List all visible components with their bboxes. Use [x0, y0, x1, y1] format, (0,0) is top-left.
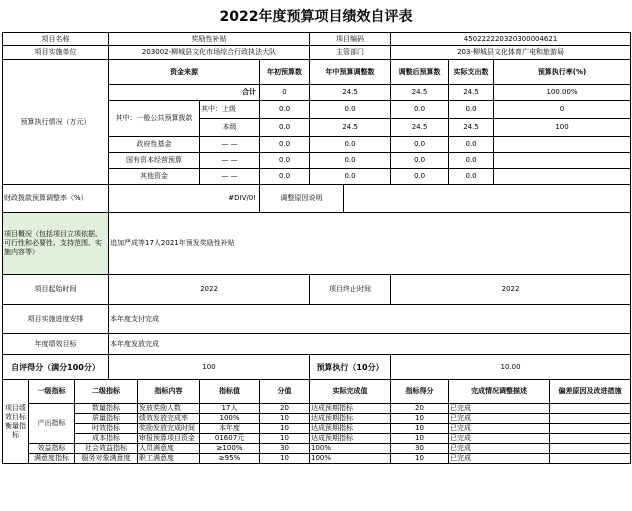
other-rate	[494, 169, 631, 185]
project-name-label: 项目名称	[3, 33, 109, 46]
benefit-indicator-label: 效益指标	[29, 444, 75, 454]
budget-header-initial: 年初预算数	[260, 60, 310, 85]
indicator-l2: 服务对象满意度	[75, 454, 138, 464]
annual-goal-value: 本年度发放完成	[109, 334, 631, 355]
indicator-header-l2: 二级指标	[75, 380, 138, 404]
indicator-actual: 达成预期指标	[310, 414, 391, 424]
indicator-points: 10	[260, 424, 310, 434]
overview-row	[3, 213, 631, 275]
local-actual: 24.5	[449, 119, 494, 137]
upper-actual: 0.0	[449, 101, 494, 119]
indicator-row	[3, 454, 631, 464]
gov-fund-dash: — —	[200, 137, 260, 153]
exec-score-label: 预算执行（10分）	[310, 355, 391, 380]
indicator-content: 奖励发放完成时间	[138, 424, 200, 434]
start-time-label: 项目起始时间	[3, 275, 109, 305]
indicator-score: 20	[391, 404, 449, 414]
indicator-value: 01607元	[200, 434, 260, 444]
project-code-label: 项目编码	[310, 33, 391, 46]
local-mid-adjust: 24.5	[310, 119, 391, 137]
indicator-reason	[550, 454, 631, 464]
budget-header-source: 资金来源	[109, 60, 260, 85]
upper-initial: 0.0	[260, 101, 310, 119]
gov-fund-adjusted: 0.0	[391, 137, 449, 153]
indicator-value: ≥95%	[200, 454, 260, 464]
dept-label: 主管部门	[310, 46, 391, 60]
indicator-row	[3, 434, 631, 444]
upper-adjusted: 0.0	[391, 101, 449, 119]
indicator-actual: 100%	[310, 454, 391, 464]
local-adjusted: 24.5	[391, 119, 449, 137]
general-budget-label: 其中：一般公共预算拨款	[109, 101, 200, 137]
local-rate: 100	[494, 119, 631, 137]
indicator-status: 已完成	[449, 454, 550, 464]
gov-fund-rate	[494, 137, 631, 153]
adjust-row	[3, 185, 631, 213]
indicator-reason	[550, 434, 631, 444]
local-initial: 0.0	[260, 119, 310, 137]
unit-value: 203002-柳城县文化市场综合行政执法大队	[109, 46, 310, 60]
progress-label: 项目实施进度安排	[3, 305, 109, 334]
other-adjusted: 0.0	[391, 169, 449, 185]
output-indicator-label: 产出指标	[29, 404, 75, 444]
indicator-header-actual: 实际完成值	[310, 380, 391, 404]
progress-row	[3, 305, 631, 334]
exec-score-value: 10.00	[391, 355, 631, 380]
other-initial: 0.0	[260, 169, 310, 185]
self-score-value: 100	[109, 355, 310, 380]
indicator-points: 10	[260, 454, 310, 464]
state-capital-mid-adjust: 0.0	[310, 153, 391, 169]
indicator-header-content: 指标内容	[138, 380, 200, 404]
indicator-value: 100%	[200, 414, 260, 424]
state-capital-adjusted: 0.0	[391, 153, 449, 169]
indicator-status: 已完成	[449, 404, 550, 414]
dates-row	[3, 275, 631, 305]
self-score-label: 自评得分（满分100分）	[3, 355, 109, 380]
indicator-l2: 成本指标	[75, 434, 138, 444]
indicator-actual: 100%	[310, 444, 391, 454]
indicator-points: 30	[260, 444, 310, 454]
indicator-reason	[550, 444, 631, 454]
indicator-content: 人员满意度	[138, 444, 200, 454]
indicator-status: 已完成	[449, 414, 550, 424]
info-row-1	[3, 33, 631, 46]
upper-mid-adjust: 0.0	[310, 101, 391, 119]
annual-goal-row	[3, 334, 631, 355]
indicator-section-label: 项目绩效目标衡量指标	[3, 380, 29, 464]
budget-header-row	[3, 60, 631, 85]
indicator-reason	[550, 414, 631, 424]
project-code-value: 450222220320300004621	[391, 33, 631, 46]
indicator-header-points: 分值	[260, 380, 310, 404]
indicator-content: 发放奖励人数	[138, 404, 200, 414]
total-actual: 24.5	[449, 85, 494, 101]
indicator-points: 10	[260, 434, 310, 444]
other-fund-dash: — —	[200, 169, 260, 185]
total-mid-adjust: 24.5	[310, 85, 391, 101]
total-adjusted: 24.5	[391, 85, 449, 101]
total-label: 合计	[109, 85, 260, 101]
budget-header-actual: 实际支出数	[449, 60, 494, 85]
gov-fund-label: 政府性基金	[109, 137, 200, 153]
progress-value: 本年度支付完成	[109, 305, 631, 334]
budget-header-rate: 预算执行率(%)	[494, 60, 631, 85]
indicator-l2: 数量指标	[75, 404, 138, 414]
indicator-content: 职工满意度	[138, 454, 200, 464]
upper-rate: 0	[494, 101, 631, 119]
indicator-reason	[550, 404, 631, 414]
unit-label: 项目实施单位	[3, 46, 109, 60]
indicator-score: 10	[391, 414, 449, 424]
other-fund-label: 其他资金	[109, 169, 200, 185]
indicator-content: 绩效发放完成率	[138, 414, 200, 424]
adjust-rate-value: #DIV/0!	[109, 185, 260, 213]
indicator-content: 审报预算项目资金	[138, 434, 200, 444]
indicator-value: 17人	[200, 404, 260, 414]
budget-section-label: 预算执行情况（万元）	[3, 60, 109, 185]
upper-label: 其中：上级	[200, 101, 260, 119]
indicator-l2: 时效指标	[75, 424, 138, 434]
indicator-header-score: 指标得分	[391, 380, 449, 404]
overview-value: 追加严成等17人2021年预发奖励性补贴	[109, 213, 631, 275]
indicator-header-reason: 偏差原因及改进措施	[550, 380, 631, 404]
indicator-points: 10	[260, 414, 310, 424]
state-capital-dash: — —	[200, 153, 260, 169]
info-row-2	[3, 46, 631, 60]
total-initial: 0	[260, 85, 310, 101]
indicator-row	[3, 424, 631, 434]
indicator-header-status: 完成情况调整描述	[449, 380, 550, 404]
indicator-l2: 质量指标	[75, 414, 138, 424]
indicator-points: 20	[260, 404, 310, 414]
state-capital-initial: 0.0	[260, 153, 310, 169]
adjust-reason-label: 调整原因说明	[260, 185, 344, 213]
indicator-row	[3, 414, 631, 424]
score-row	[3, 355, 631, 380]
indicator-value: 本年度	[200, 424, 260, 434]
local-label: 本级	[200, 119, 260, 137]
indicator-score: 10	[391, 424, 449, 434]
indicator-actual: 达成预期指标	[310, 424, 391, 434]
indicator-status: 已完成	[449, 424, 550, 434]
annual-goal-label: 年度绩效目标	[3, 334, 109, 355]
indicator-status: 已完成	[449, 444, 550, 454]
project-name-value: 奖励性补贴	[109, 33, 310, 46]
adjust-reason-value	[344, 185, 631, 213]
indicator-value: ≥100%	[200, 444, 260, 454]
page-title: 2022年度预算项目绩效自评表	[219, 9, 413, 25]
budget-header-mid-adjust: 年中预算调整数	[310, 60, 391, 85]
other-actual: 0.0	[449, 169, 494, 185]
end-time-label: 项目终止时间	[310, 275, 391, 305]
budget-header-adjusted: 调整后预算数	[391, 60, 449, 85]
indicator-score: 10	[391, 434, 449, 444]
indicator-l2: 社会效益指标	[75, 444, 138, 454]
indicator-header-row	[3, 380, 631, 404]
gov-fund-initial: 0.0	[260, 137, 310, 153]
gov-fund-mid-adjust: 0.0	[310, 137, 391, 153]
indicator-score: 10	[391, 454, 449, 464]
state-capital-label: 国有资本经营预算	[109, 153, 200, 169]
overview-label: 项目概况（包括项目立项依据、可行性和必要性、支持范围、实施内容等）	[3, 213, 109, 275]
indicator-reason	[550, 424, 631, 434]
gov-fund-actual: 0.0	[449, 137, 494, 153]
state-capital-actual: 0.0	[449, 153, 494, 169]
indicator-status: 已完成	[449, 434, 550, 444]
indicator-actual: 达成预期指标	[310, 434, 391, 444]
indicator-header-value: 指标值	[200, 380, 260, 404]
state-capital-rate	[494, 153, 631, 169]
satisfaction-indicator-label: 满意度指标	[29, 454, 75, 464]
start-time-value: 2022	[109, 275, 310, 305]
indicator-score: 30	[391, 444, 449, 454]
indicator-row	[3, 444, 631, 454]
adjust-rate-label: 财政拨款预算调整率（%）	[3, 185, 109, 213]
indicator-header-l1: 一级指标	[29, 380, 75, 404]
end-time-value: 2022	[391, 275, 631, 305]
indicator-row	[3, 404, 631, 414]
total-rate: 100.00%	[494, 85, 631, 101]
other-mid-adjust: 0.0	[310, 169, 391, 185]
indicator-actual: 达成预期指标	[310, 404, 391, 414]
dept-value: 203-柳城县文化体育广电和旅游局	[391, 46, 631, 60]
evaluation-table	[2, 32, 631, 464]
